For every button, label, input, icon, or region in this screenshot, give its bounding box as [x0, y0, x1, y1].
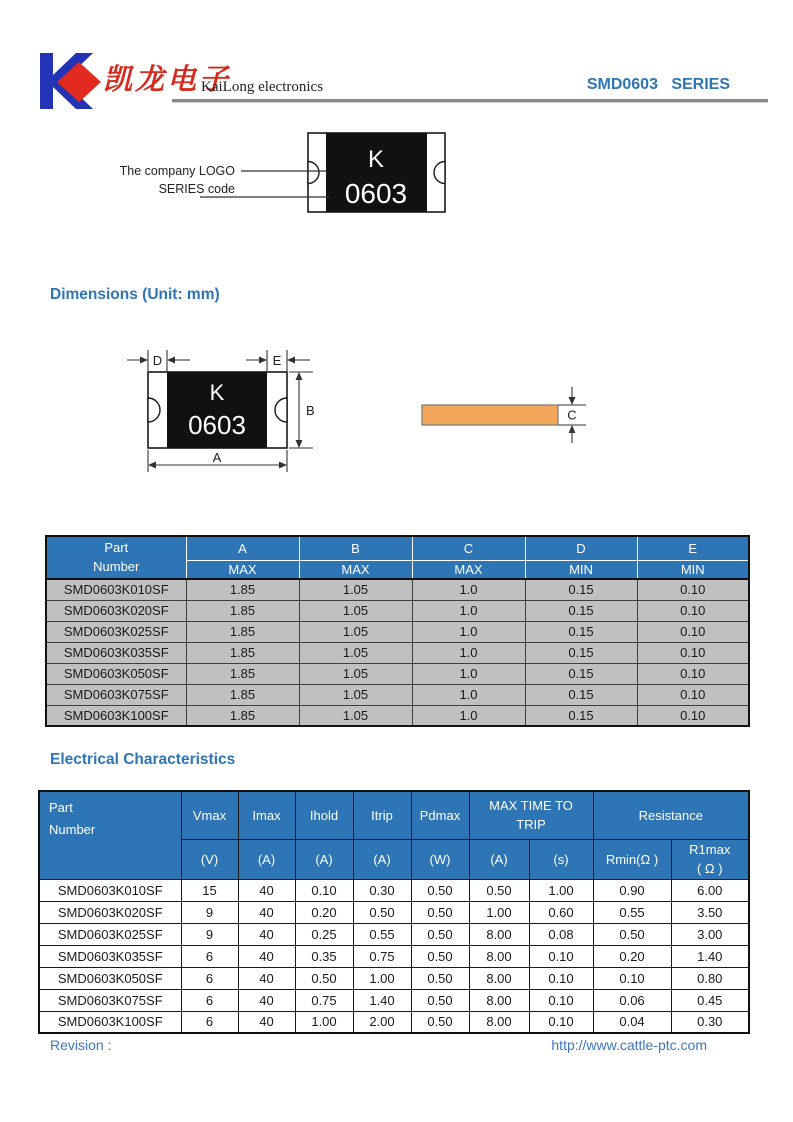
part-number-cell: SMD0603K100SF [39, 1011, 181, 1033]
table-cell: 1.85 [186, 600, 299, 621]
table-cell: 0.15 [525, 684, 637, 705]
part-number-cell: SMD0603K025SF [46, 621, 186, 642]
table-cell: 6 [181, 945, 238, 967]
table-cell: 0.10 [637, 684, 749, 705]
table-cell: 1.0 [412, 705, 525, 726]
table-cell: 0.15 [525, 621, 637, 642]
elec-header-r1max [671, 839, 749, 879]
table-cell: 1.00 [469, 901, 529, 923]
dims-limit-e: MIN [637, 560, 749, 579]
part-number-cell: SMD0603K020SF [46, 600, 186, 621]
table-cell: 0.20 [593, 945, 671, 967]
table-cell: 0.30 [353, 879, 411, 901]
arrowhead [296, 372, 303, 380]
table-cell: 0.55 [353, 923, 411, 945]
dims-limit-d: MIN [525, 560, 637, 579]
dim-e-label: E [272, 353, 282, 368]
table-cell: 6.00 [671, 879, 749, 901]
table-cell: 0.50 [295, 967, 353, 989]
electrical-table [38, 790, 750, 1034]
table-cell: 1.0 [412, 579, 525, 600]
elec-col-header-ihold: Ihold [295, 791, 353, 839]
table-cell: 0.75 [353, 945, 411, 967]
table-cell: 1.0 [412, 600, 525, 621]
table-cell: 0.50 [353, 901, 411, 923]
table-cell: 1.00 [353, 967, 411, 989]
elec-unit-trip-s: (s) [529, 839, 593, 879]
table-cell: 3.50 [671, 901, 749, 923]
dims-limit-b: MAX [299, 560, 412, 579]
table-cell: 0.55 [593, 901, 671, 923]
table-cell: 9 [181, 923, 238, 945]
table-cell: 8.00 [469, 1011, 529, 1033]
elec-part-header-line1: Part [49, 800, 73, 815]
table-cell: 40 [238, 879, 295, 901]
website-link[interactable]: http://www.cattle-ptc.com [551, 1037, 707, 1053]
dim-a-label: A [212, 450, 222, 465]
table-cell: 1.40 [353, 989, 411, 1011]
table-cell: 1.85 [186, 642, 299, 663]
table-cell: 1.05 [299, 621, 412, 642]
dimensions-heading: Dimensions (Unit: mm) [50, 286, 220, 303]
arrowhead [259, 357, 267, 364]
dims-col-header-e: E [637, 536, 749, 560]
elec-col-header-itrip: Itrip [353, 791, 411, 839]
table-cell: 0.10 [529, 945, 593, 967]
dims-col-header-c: C [412, 536, 525, 560]
table-cell: 0.20 [295, 901, 353, 923]
side-view-body [422, 405, 558, 425]
table-cell: 1.05 [299, 579, 412, 600]
table-cell: 0.04 [593, 1011, 671, 1033]
table-row [46, 579, 749, 600]
table-cell: 0.50 [411, 879, 469, 901]
arrowhead [279, 462, 287, 469]
table-cell: 0.50 [411, 967, 469, 989]
table-cell: 0.15 [525, 642, 637, 663]
series-title: SMD0603 SERIES [586, 76, 730, 93]
table-cell: 1.05 [299, 642, 412, 663]
dim-chip-logo-marking: K [209, 380, 225, 405]
table-cell: 0.25 [295, 923, 353, 945]
table-row [46, 663, 749, 684]
table-row [46, 705, 749, 726]
table-cell: 15 [181, 879, 238, 901]
table-cell: 6 [181, 989, 238, 1011]
table-cell: 0.15 [525, 579, 637, 600]
arrowhead [569, 425, 576, 433]
elec-unit-imax: (A) [238, 839, 295, 879]
elec-part-number-header [39, 791, 181, 879]
part-number-cell: SMD0603K020SF [39, 901, 181, 923]
table-cell: 0.80 [671, 967, 749, 989]
table-cell: 1.00 [529, 879, 593, 901]
table-row [46, 600, 749, 621]
part-number-cell: SMD0603K010SF [46, 579, 186, 600]
chip-series-marking: 0603 [344, 178, 408, 209]
table-cell: 40 [238, 945, 295, 967]
table-cell: 0.10 [637, 600, 749, 621]
table-row [39, 879, 749, 901]
table-cell: 40 [238, 989, 295, 1011]
dimension-diagram [105, 333, 605, 483]
table-row [46, 621, 749, 642]
table-row [39, 989, 749, 1011]
table-cell: 0.50 [411, 923, 469, 945]
dim-b-label: B [306, 403, 315, 418]
table-cell: 0.50 [411, 945, 469, 967]
table-cell: 0.90 [593, 879, 671, 901]
elec-part-header-line2: Number [49, 822, 96, 838]
part-number-cell: SMD0603K025SF [39, 923, 181, 945]
table-cell: 0.45 [671, 989, 749, 1011]
elec-col-header-trip-group [469, 791, 593, 839]
table-row [39, 945, 749, 967]
table-cell: 0.15 [525, 663, 637, 684]
elec-unit-ihold: (A) [295, 839, 353, 879]
table-row [46, 684, 749, 705]
table-cell: 6 [181, 967, 238, 989]
table-cell: 0.50 [411, 989, 469, 1011]
kailong-logo-icon [40, 52, 102, 110]
elec-unit-itrip: (A) [353, 839, 411, 879]
table-cell: 1.0 [412, 663, 525, 684]
table-cell: 0.15 [525, 705, 637, 726]
table-row [46, 642, 749, 663]
dims-part-header-line1: Part [104, 539, 129, 555]
table-cell: 0.10 [637, 621, 749, 642]
chip-logo-marking: K [367, 146, 385, 173]
part-number-cell: SMD0603K035SF [46, 642, 186, 663]
table-cell: 8.00 [469, 945, 529, 967]
elec-unit-pdmax: (W) [411, 839, 469, 879]
arrowhead [167, 357, 175, 364]
part-number-cell: SMD0603K010SF [39, 879, 181, 901]
table-row [39, 901, 749, 923]
part-number-cell: SMD0603K050SF [39, 967, 181, 989]
r1max-header-line1: R1max [689, 841, 731, 857]
table-cell: 1.0 [412, 684, 525, 705]
arrowhead [148, 462, 156, 469]
table-cell: 0.10 [637, 705, 749, 726]
table-cell: 8.00 [469, 989, 529, 1011]
dimensions-table [45, 535, 750, 727]
table-cell: 1.85 [186, 579, 299, 600]
elec-col-header-imax: Imax [238, 791, 295, 839]
elec-unit-trip-a: (A) [469, 839, 529, 879]
arrowhead [287, 357, 295, 364]
table-cell: 0.50 [593, 923, 671, 945]
table-cell: 1.85 [186, 621, 299, 642]
dims-limit-a: MAX [186, 560, 299, 579]
table-cell: 0.50 [411, 901, 469, 923]
part-number-cell: SMD0603K100SF [46, 705, 186, 726]
electrical-heading: Electrical Characteristics [50, 751, 236, 768]
table-cell: 8.00 [469, 967, 529, 989]
table-cell: 1.05 [299, 663, 412, 684]
dims-col-header-a: A [186, 536, 299, 560]
table-cell: 1.85 [186, 684, 299, 705]
table-cell: 0.06 [593, 989, 671, 1011]
table-cell: 8.00 [469, 923, 529, 945]
arrowhead [140, 357, 148, 364]
table-cell: 1.85 [186, 705, 299, 726]
table-cell: 0.50 [411, 1011, 469, 1033]
company-name-english: KaiLong electronics [201, 79, 324, 95]
table-cell: 1.0 [412, 642, 525, 663]
header-divider [172, 99, 768, 103]
table-cell: 40 [238, 901, 295, 923]
table-cell: 9 [181, 901, 238, 923]
dim-c-label: C [567, 407, 577, 423]
dim-chip-series-marking: 0603 [188, 410, 246, 440]
series-code-callout-label: SERIES code [158, 182, 235, 196]
table-cell: 0.30 [671, 1011, 749, 1033]
chip-marking-figure [120, 122, 480, 227]
elec-unit-vmax: (V) [181, 839, 238, 879]
arrowhead [296, 440, 303, 448]
elec-col-header-vmax: Vmax [181, 791, 238, 839]
table-cell: 0.10 [637, 663, 749, 684]
table-cell: 40 [238, 1011, 295, 1033]
table-cell: 1.05 [299, 705, 412, 726]
arrowhead [569, 397, 576, 405]
table-cell: 0.08 [529, 923, 593, 945]
table-cell: 0.10 [637, 642, 749, 663]
dims-limit-c: MAX [412, 560, 525, 579]
table-cell: 0.10 [529, 967, 593, 989]
table-cell: 40 [238, 967, 295, 989]
dims-part-header-line2: Number [93, 558, 140, 574]
table-cell: 0.10 [529, 1011, 593, 1033]
dims-col-header-d: D [525, 536, 637, 560]
table-cell: 1.0 [412, 621, 525, 642]
table-cell: 0.60 [529, 901, 593, 923]
table-cell: 0.10 [295, 879, 353, 901]
trip-group-line1: MAX TIME TO [489, 797, 573, 813]
part-number-cell: SMD0603K050SF [46, 663, 186, 684]
part-number-cell: SMD0603K075SF [46, 684, 186, 705]
table-cell: 0.15 [525, 600, 637, 621]
part-number-cell: SMD0603K075SF [39, 989, 181, 1011]
table-cell: 1.00 [295, 1011, 353, 1033]
table-cell: 0.75 [295, 989, 353, 1011]
part-number-cell: SMD0603K035SF [39, 945, 181, 967]
company-name-chinese: 凯龙电子 [103, 64, 232, 96]
revision-label: Revision : [50, 1037, 112, 1053]
table-row [39, 1011, 749, 1033]
table-cell: 0.10 [637, 579, 749, 600]
table-cell: 1.05 [299, 600, 412, 621]
table-cell: 6 [181, 1011, 238, 1033]
elec-header-rmin: Rmin(Ω ) [593, 839, 671, 879]
dim-d-label: D [152, 353, 163, 368]
table-cell: 1.05 [299, 684, 412, 705]
table-cell: 0.10 [529, 989, 593, 1011]
table-cell: 2.00 [353, 1011, 411, 1033]
dims-col-header-b: B [299, 536, 412, 560]
company-logo-callout-label: The company LOGO [120, 164, 235, 178]
trip-group-line2: TRIP [516, 817, 546, 833]
table-cell: 0.50 [469, 879, 529, 901]
table-cell: 1.40 [671, 945, 749, 967]
table-cell: 1.85 [186, 663, 299, 684]
table-row [39, 967, 749, 989]
table-cell: 0.10 [593, 967, 671, 989]
table-cell: 0.35 [295, 945, 353, 967]
table-row [39, 923, 749, 945]
elec-col-header-resistance-group: Resistance [593, 791, 749, 839]
dims-part-number-header [46, 536, 186, 579]
table-cell: 40 [238, 923, 295, 945]
elec-col-header-pdmax: Pdmax [411, 791, 469, 839]
table-cell: 3.00 [671, 923, 749, 945]
r1max-header-line2: ( Ω ) [696, 861, 723, 876]
